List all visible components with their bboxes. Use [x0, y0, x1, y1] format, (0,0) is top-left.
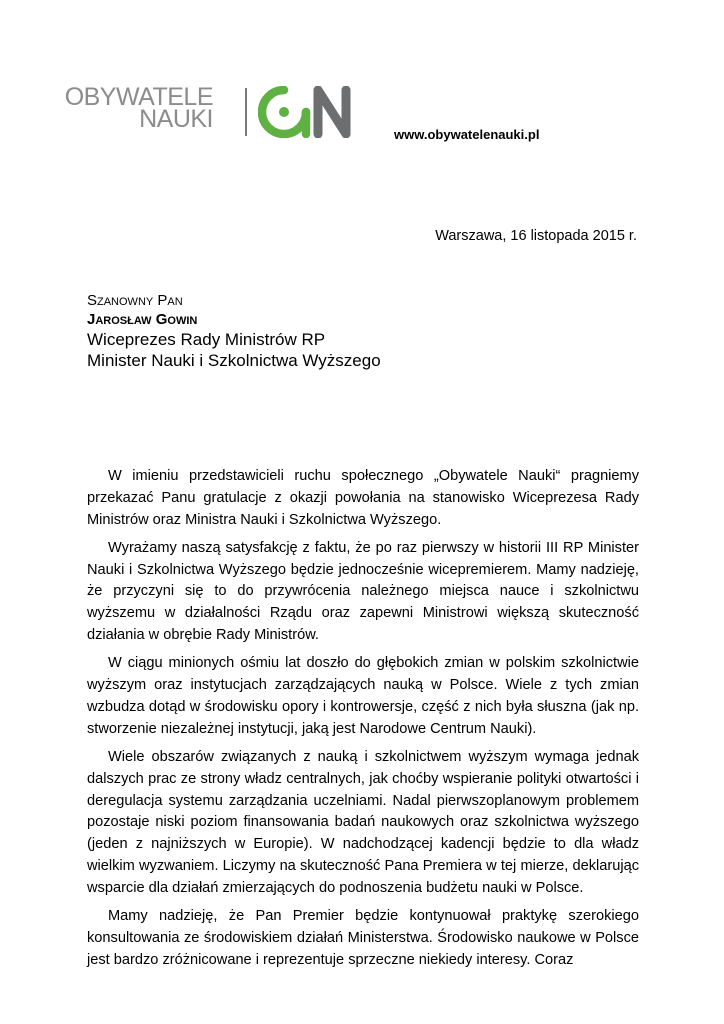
- obywatele-nauki-logo: [64, 83, 356, 138]
- logo-q-dot: [279, 107, 289, 117]
- addressee-name: Jarosław Gowin: [87, 311, 198, 328]
- addressee-title-1: Wiceprezes Rady Ministrów RP: [87, 330, 326, 349]
- paragraph-4: Wiele obszarów związanych z nauką i szkolnictwem wyższym wymaga jednak dalszych prac ze strony władz centralnych, jak choćby wspieranie polityki otwartości i deregulacja systemu zarządzania uczelniami. Nadal pierwszoplanowym problemem pozostaje niski poziom finansowania badań naukowych oraz szkolnictwa wyższego (jeden z najniższych w Europie). W nadchodzącej kadencji będzie to dla władz wielkim wyzwaniem. Liczymy na skuteczność Pana Premiera w tej mierze, deklarując wsparcie dla działań zmierzających do podnoszenia budżetu nauki w Polsce.: [87, 749, 639, 896]
- letter-body: [87, 466, 639, 978]
- addressee-block: [87, 291, 381, 371]
- website-url: www.obywatelenauki.pl: [394, 127, 540, 142]
- salutation: Szanowny Pan: [87, 292, 183, 309]
- logo-n-letter: [318, 90, 346, 134]
- logo-text-line1: OBYWATELE: [64, 83, 213, 111]
- on-logo-mark-icon: [258, 86, 358, 138]
- addressee-title-2: Minister Nauki i Szkolnictwa Wyższego: [87, 351, 381, 370]
- paragraph-5: Mamy nadzieję, że Pan Premier będzie kontynuował praktykę szerokiego konsultowania ze środowiskiem działań Ministerstwa. Środowisko naukowe w Polsce jest bardzo zróżnicowane i reprezentuje sprzeczne niekiedy interesy. Coraz: [87, 908, 639, 968]
- logo-wordmark: [64, 83, 213, 133]
- paragraph-3: W ciągu minionych ośmiu lat doszło do głębokich zmian w polskim szkolnictwie wyższym oraz instytucjach zarządzających nauką w Polsce. Wiele z tych zmian wzbudza dotąd w środowisku opory i kontrowersje, część z nich była słuszna (jak np. stworzenie niezależnej instytucji, jaką jest Narodowe Centrum Nauki).: [87, 655, 639, 737]
- date-line: Warszawa, 16 listopada 2015 r.: [435, 228, 637, 244]
- logo-text-line2: NAUKI: [139, 105, 213, 133]
- logo-divider: [245, 88, 247, 136]
- paragraph-1: W imieniu przedstawicieli ruchu społecznego „Obywatele Nauki“ pragniemy przekazać Panu gratulacje z okazji powołania na stanowisko Wiceprezesa Rady Ministrów oraz Ministra Nauki i Szkolnictwa Wyższego.: [87, 468, 639, 528]
- paragraph-2: Wyrażamy naszą satysfakcję z faktu, że po raz pierwszy w historii III RP Minister Nauki i Szkolnictwa Wyższego będzie jednocześnie wicepremierem. Mamy nadzieję, że przyczyni się to do przywrócenia należnego miejsca nauce i szkolnictwu wyższemu w działalności Rządu oraz zapewni Ministrowi większą skuteczność działania w obrębie Rady Ministrów.: [87, 539, 639, 644]
